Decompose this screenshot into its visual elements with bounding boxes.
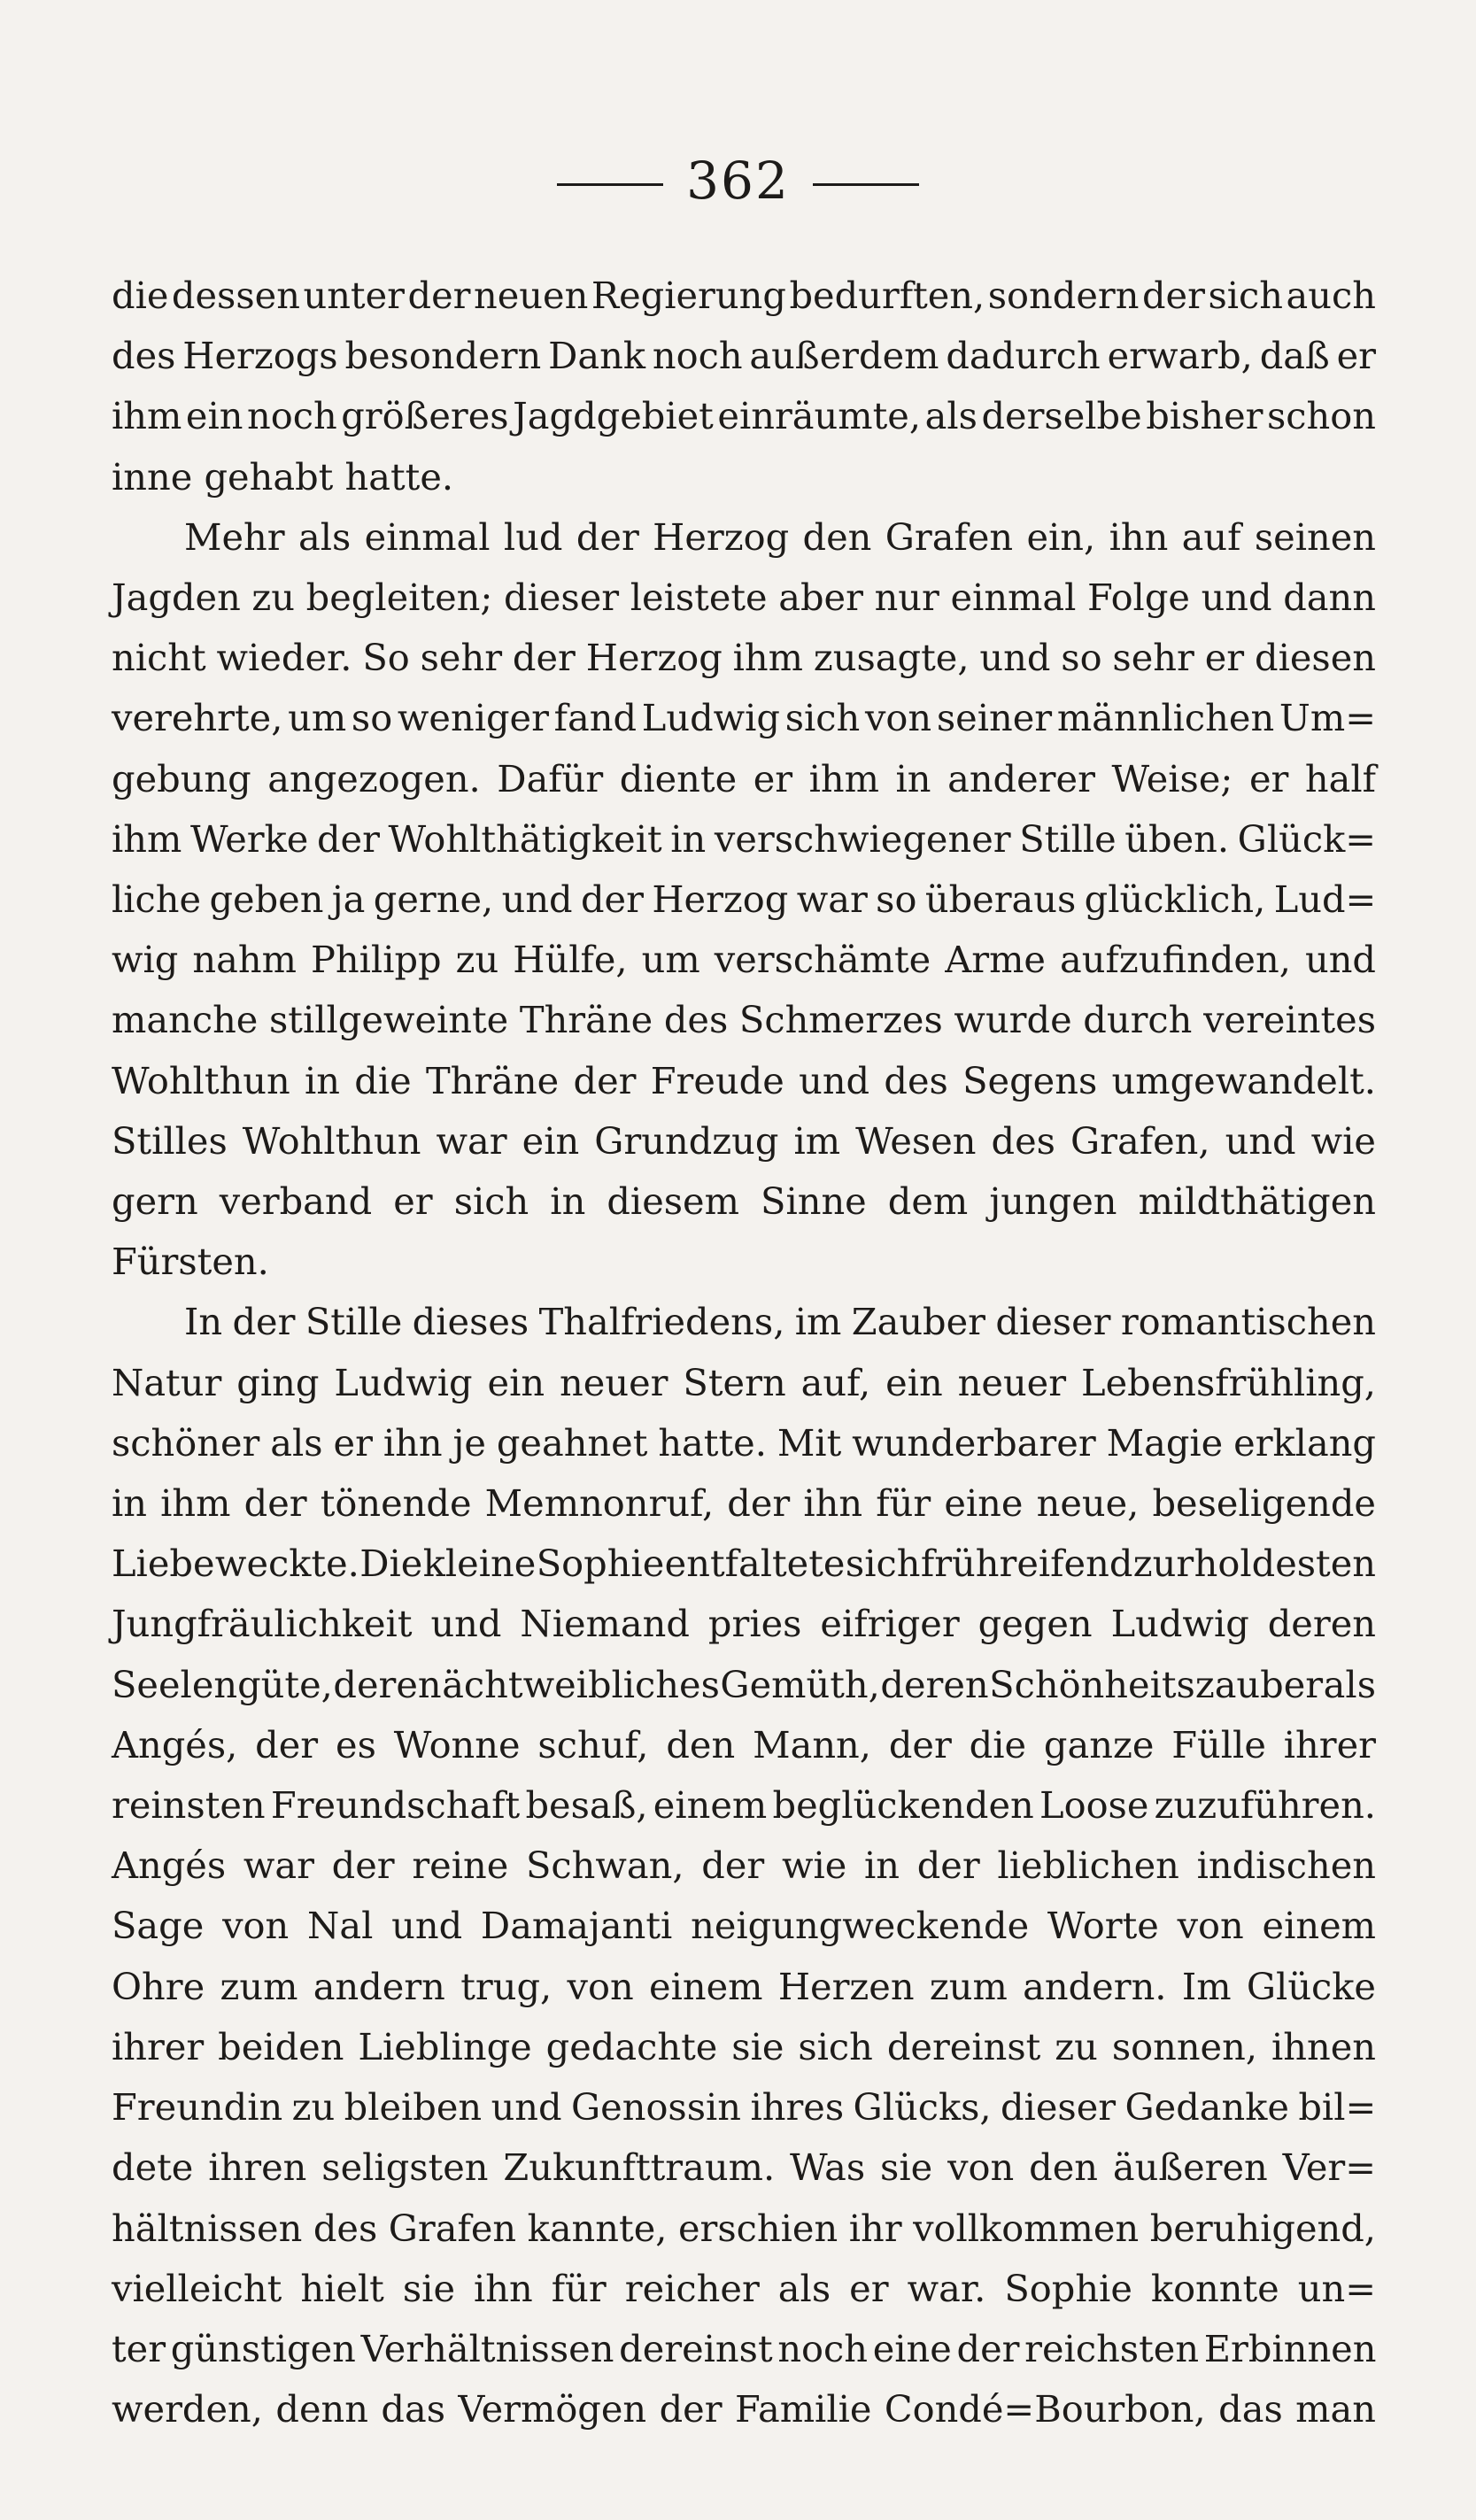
text-line: gebung angezogen. Dafür diente er ihm in anderer Weise; er half <box>112 756 1376 800</box>
text-line: in ihm der tönende Memnonruf, der ihn für eine neue, beseligende <box>112 1481 1376 1526</box>
text-line: vielleicht hielt sie ihn für reicher als er war. Sophie konnte un= <box>112 2266 1376 2310</box>
text-line: In der Stille dieses Thalfriedens, im Zauber dieser romantischen <box>184 1300 1376 1344</box>
text-line: Sage von Nal und Damajanti neigungweckende Worte von einem <box>112 1904 1376 1948</box>
text-line: ihrer beiden Lieblinge gedachte sie sich dereinst zu sonnen, ihnen <box>112 2024 1376 2068</box>
text-line: manche stillgeweinte Thräne des Schmerzes wurde durch vereintes <box>112 998 1376 1042</box>
text-line: Ohre zum andern trug, von einem Herzen zum andern. Im Glücke <box>112 1964 1376 2008</box>
text-line: gern verband er sich in diesem Sinne dem jungen mildthätigen <box>112 1179 1376 1224</box>
text-line: Seelengüte, deren ächtweibliches Gemüth, deren Schönheitszauber als <box>112 1662 1376 1706</box>
text-line: Liebe weckte. Die kleine Sophie entfaltete sich frühreifend zur holdesten <box>112 1542 1377 1586</box>
header-dash-left <box>557 183 663 186</box>
text-line: ter günstigen Verhältnissen dereinst noch eine der reichsten Erbinnen <box>112 2326 1377 2370</box>
text-line: Angés, der es Wonne schuf, den Mann, der die ganze Fülle ihrer <box>112 1722 1376 1766</box>
text-line: schöner als er ihn je geahnet hatte. Mit wunderbarer Magie erklang <box>112 1420 1376 1465</box>
text-line: Natur ging Ludwig ein neuer Stern auf, ein neuer Lebensfrühling, <box>112 1360 1376 1404</box>
text-line: Angés war der reine Schwan, der wie in der lieblichen indischen <box>112 1844 1376 1888</box>
text-line: Freundin zu bleiben und Genossin ihres Glücks, dieser Gedanke bil= <box>112 2085 1377 2130</box>
text-line: wig nahm Philipp zu Hülfe, um verschämte Arme aufzufinden, und <box>112 938 1376 982</box>
page-number: 362 <box>686 151 790 211</box>
text-line: inne gehabt hatte. <box>112 454 454 499</box>
page-header <box>0 151 1476 211</box>
page-body-text <box>112 266 1376 2439</box>
text-line: werden, denn das Vermögen der Familie Condé=Bourbon, das man <box>112 2387 1376 2431</box>
text-line: ihm Werke der Wohlthätigkeit in verschwiegener Stille üben. Glück= <box>112 816 1376 861</box>
text-line: Jagden zu begleiten; dieser leistete aber nur einmal Folge und dann <box>112 576 1376 620</box>
text-line: Fürsten. <box>112 1240 269 1284</box>
header-dash-right <box>813 183 919 186</box>
text-line: verehrte, um so weniger fand Ludwig sich von seiner männlichen Um= <box>112 696 1376 740</box>
text-line: Wohlthun in die Thräne der Freude und des Segens umgewandelt. <box>112 1058 1376 1102</box>
text-line: die dessen unter der neuen Regierung bedurften, sondern der sich auch <box>112 274 1376 317</box>
text-line: Jungfräulichkeit und Niemand pries eifriger gegen Ludwig deren <box>112 1602 1376 1646</box>
text-line: dete ihren seligsten Zukunfttraum. Was sie von den äußeren Ver= <box>112 2145 1376 2190</box>
text-line: des Herzogs besondern Dank noch außerdem dadurch erwarb, daß er <box>112 334 1377 378</box>
text-line: Mehr als einmal lud der Herzog den Grafen ein, ihn auf seinen <box>184 514 1376 559</box>
text-line: Stilles Wohlthun war ein Grundzug im Wesen des Grafen, und wie <box>112 1118 1376 1163</box>
text-line: nicht wieder. So sehr der Herzog ihm zusagte, und so sehr er diesen <box>112 636 1376 680</box>
text-line: hältnissen des Grafen kannte, erschien ihr vollkommen beruhigend, <box>112 2206 1376 2250</box>
text-line: reinsten Freundschaft besaß, einem beglückenden Loose zuzuführen. <box>112 1783 1376 1828</box>
text-line: ihm ein noch größeres Jagdgebiet einräumte, als derselbe bisher schon <box>112 394 1376 438</box>
text-line: liche geben ja gerne, und der Herzog war so überaus glücklich, Lud= <box>112 877 1377 922</box>
